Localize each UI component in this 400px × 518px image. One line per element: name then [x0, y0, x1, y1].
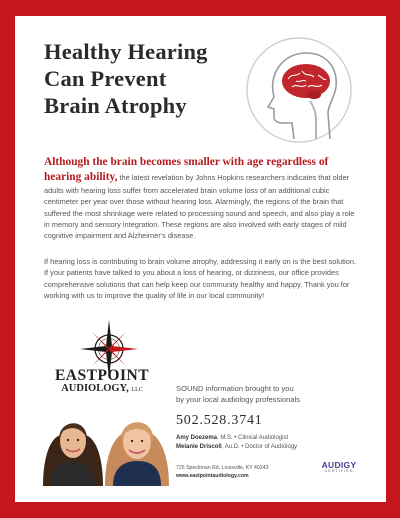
street-address: 725 Speckman Rd, Louisville, KY 40243	[176, 465, 269, 471]
audigy-badge-name: AUDIGY	[321, 460, 357, 470]
intro-body: the latest revelation by Johns Hopkins researchers indicates that older adults with hearing loss suffer from accelerated brain volume loss of an additional cubic centimeter per year over those without hearing loss. Alarmingly, the regions of the brain that suffered the most shrinkage were related to processing sound and speech, and also play a role in memory and sensory integration. These regions are also involved with early stages of mild cognitive impairment and Alzheimer's disease.	[44, 173, 355, 241]
staff-list	[176, 434, 366, 451]
tagline-line-2: by your local audiology professionals	[176, 394, 301, 404]
company-logo-audiology: AUDIOLOGY,	[61, 383, 129, 394]
headline-line-1: Healthy Hearing	[44, 39, 208, 64]
company-logo-llc: LLC	[131, 387, 143, 393]
intro-lead: Although the brain becomes smaller with age regardless of hearing ability,	[44, 156, 329, 183]
staff-item-2	[176, 443, 366, 452]
address-block	[176, 465, 326, 480]
tagline	[176, 384, 356, 405]
audigy-badge-certified: CERTIFIED	[324, 469, 354, 473]
body-paragraph-2: If hearing loss is contributing to brain volume atrophy, addressing it early on is the best solution. If your patients have talked to you about a loss of hearing, or dizziness, our office provides comprehensive solutions that can help keep our community healthy and happy. Thank you for working with us to improve the quality of life in our local community!	[44, 257, 357, 300]
staff-1-name: Amy Doezema	[176, 435, 218, 441]
staff-2-role: , Au.D. • Doctor of Audiology	[221, 443, 298, 450]
staff-2-name: Melanie Driscoll	[176, 443, 222, 450]
intro-paragraph	[44, 155, 362, 241]
staff-1-role: , M.S. • Clinical Audiologist	[217, 435, 289, 441]
phone-number[interactable]: 502.528.3741	[176, 413, 263, 428]
headline-line-3: Brain Atrophy	[44, 93, 187, 118]
head-brain-illustration	[244, 35, 354, 145]
headline	[44, 38, 244, 119]
company-logo-name: EASTPOINT	[54, 367, 150, 384]
staff-item-1	[176, 434, 366, 443]
audigy-certified-badge	[318, 460, 360, 473]
headline-line-2: Can Prevent	[44, 66, 167, 91]
staff-photo	[33, 395, 173, 486]
tagline-line-1: SOUND information brought to you	[176, 384, 294, 393]
website-link[interactable]: www.eastpointaudiology.com	[176, 472, 249, 479]
